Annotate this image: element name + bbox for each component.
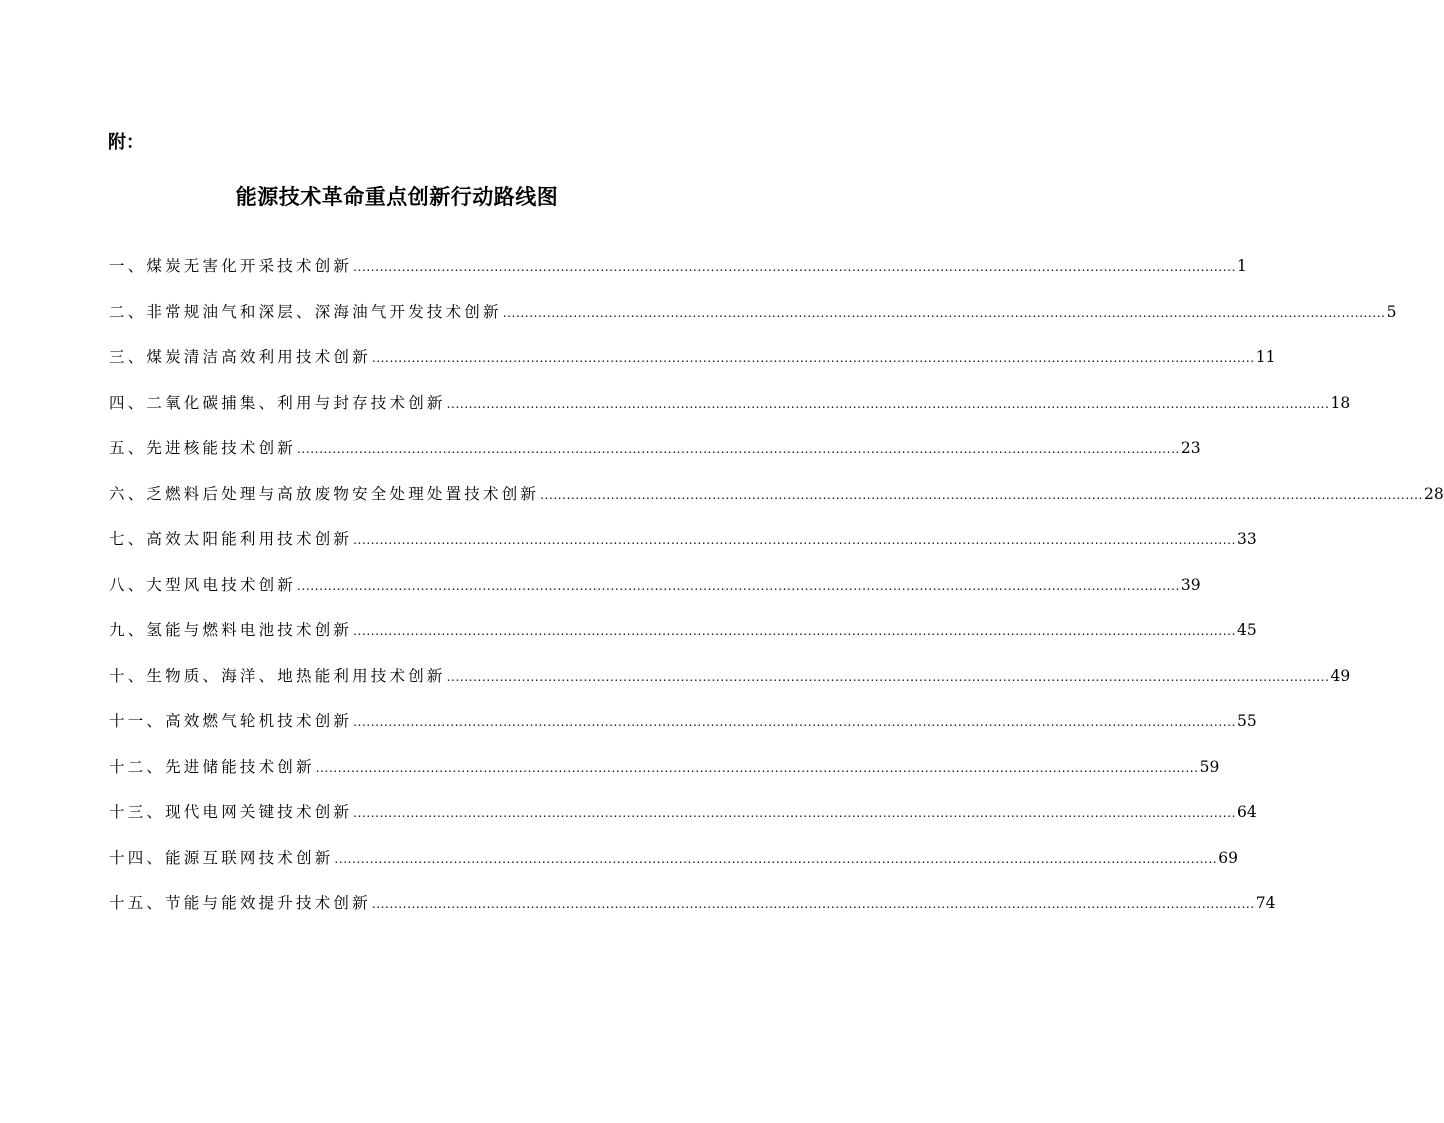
- toc-entry-page: 33: [1237, 530, 1257, 548]
- table-of-contents: [109, 254, 1444, 937]
- toc-leader-dots: ........................................................................................................................................................................................................: [297, 442, 1180, 456]
- toc-entry-12[interactable]: [109, 755, 1220, 801]
- toc-entry-label: 八、大型风电技术创新: [109, 575, 297, 594]
- toc-leader-dots: ........................................................................................................................................................................................................: [353, 806, 1236, 820]
- toc-entry-page: 5: [1386, 302, 1397, 321]
- toc-entry-label: 四、二氧化碳捕集、利用与封存技术创新: [109, 393, 446, 412]
- toc-entry-label: 五、先进核能技术创新: [109, 439, 297, 457]
- document-title: 能源技术革命重点创新行动路线图: [235, 185, 559, 209]
- toc-entry-page: 45: [1237, 621, 1257, 639]
- toc-leader-dots: ........................................................................................................................................................................................................: [353, 715, 1236, 729]
- toc-leader-dots: ........................................................................................................................................................................................................: [446, 396, 1330, 411]
- toc-entry-label: 十三、现代电网关键技术创新: [109, 803, 353, 821]
- toc-entry-label: 二、非常规油气和深层、深海油气开发技术创新: [109, 302, 502, 321]
- toc-entry-label: 十四、能源互联网技术创新: [109, 848, 334, 867]
- toc-leader-dots: ........................................................................................................................................................................................................: [353, 533, 1236, 547]
- toc-entry-14[interactable]: [109, 846, 1239, 892]
- toc-entry-label: 三、煤炭清洁高效利用技术创新: [109, 348, 371, 366]
- toc-entry-label: 十五、节能与能效提升技术创新: [109, 894, 371, 912]
- toc-leader-dots: ........................................................................................................................................................................................................: [315, 760, 1199, 775]
- toc-entry-label: 九、氢能与燃料电池技术创新: [109, 621, 353, 639]
- toc-entry-2[interactable]: [109, 300, 1397, 346]
- toc-leader-dots: ........................................................................................................................................................................................................: [334, 851, 1218, 866]
- toc-entry-page: 18: [1330, 393, 1351, 412]
- toc-entry-9[interactable]: [109, 618, 1257, 664]
- appendix-label: 附：: [108, 132, 144, 153]
- toc-entry-label: 六、乏燃料后处理与高放废物安全处理处置技术创新: [109, 484, 540, 503]
- toc-leader-dots: ........................................................................................................................................................................................................: [353, 624, 1236, 638]
- toc-entry-15[interactable]: [109, 891, 1276, 937]
- toc-entry-6[interactable]: [109, 482, 1444, 528]
- toc-leader-dots: ........................................................................................................................................................................................................: [371, 351, 1255, 365]
- toc-entry-10[interactable]: [109, 664, 1351, 710]
- toc-entry-page: 28: [1424, 484, 1444, 503]
- toc-entry-label: 七、高效太阳能利用技术创新: [109, 530, 353, 548]
- toc-entry-7[interactable]: [109, 527, 1257, 573]
- toc-entry-label: 十、生物质、海洋、地热能利用技术创新: [109, 666, 446, 685]
- toc-leader-dots: ........................................................................................................................................................................................................: [540, 487, 1423, 502]
- toc-entry-label: 十二、先进储能技术创新: [109, 757, 315, 776]
- toc-entry-label: 一、煤炭无害化开采技术创新: [109, 257, 353, 275]
- toc-entry-8[interactable]: [109, 573, 1201, 619]
- toc-entry-4[interactable]: [109, 391, 1351, 437]
- toc-entry-page: 49: [1330, 666, 1351, 685]
- toc-entry-3[interactable]: [109, 345, 1276, 391]
- toc-entry-13[interactable]: [109, 800, 1257, 846]
- toc-entry-page: 55: [1237, 712, 1257, 730]
- toc-leader-dots: ........................................................................................................................................................................................................: [502, 305, 1386, 320]
- toc-leader-dots: ........................................................................................................................................................................................................: [353, 260, 1236, 274]
- toc-entry-page: 59: [1199, 757, 1220, 776]
- toc-entry-page: 64: [1237, 803, 1257, 821]
- toc-entry-page: 1: [1237, 257, 1247, 275]
- toc-entry-label: 十一、高效燃气轮机技术创新: [109, 712, 353, 730]
- toc-leader-dots: ........................................................................................................................................................................................................: [297, 578, 1180, 593]
- toc-entry-page: 11: [1255, 348, 1276, 366]
- toc-leader-dots: ........................................................................................................................................................................................................: [371, 897, 1255, 911]
- toc-entry-1[interactable]: [109, 254, 1247, 300]
- toc-entry-page: 23: [1180, 439, 1201, 457]
- toc-leader-dots: ........................................................................................................................................................................................................: [446, 669, 1330, 684]
- toc-entry-5[interactable]: [109, 436, 1201, 482]
- toc-entry-page: 74: [1255, 894, 1276, 912]
- toc-entry-page: 69: [1218, 848, 1239, 867]
- toc-entry-11[interactable]: [109, 709, 1257, 755]
- toc-entry-page: 39: [1180, 575, 1201, 594]
